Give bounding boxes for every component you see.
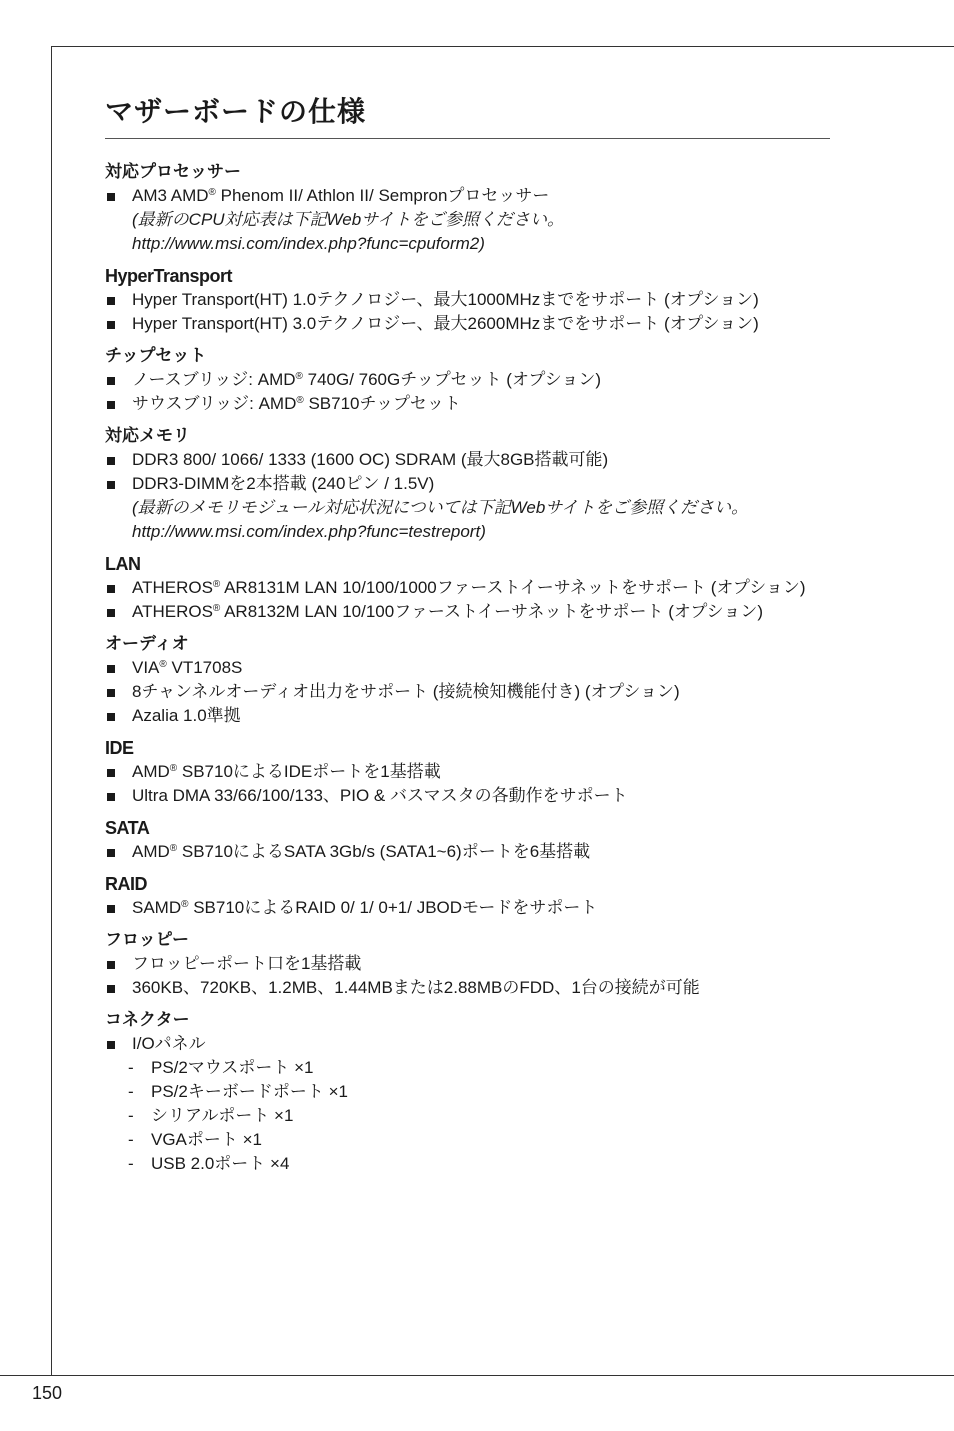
list-item (105, 656, 830, 680)
registered-mark: ® (208, 187, 216, 198)
port-label: USB 2.0ポート ×4 (151, 1154, 290, 1173)
square-bullet-icon (107, 905, 115, 913)
item-text: AR8132M LAN 10/100ファーストイーサネットをサポート (オプション) (220, 602, 763, 621)
dash-bullet: - (128, 1058, 134, 1077)
item-text: Hyper Transport(HT) 1.0テクノロジー、最大1000MHzまでをサポート (オプション) (132, 290, 759, 309)
spec-list (105, 448, 830, 544)
registered-mark: ® (212, 603, 221, 614)
item-text: Azalia 1.0準拠 (132, 706, 241, 725)
section-heading: LAN (105, 554, 141, 574)
item-text: SB710によるSATA 3Gb/s (SATA1~6)ポートを6基搭載 (177, 842, 591, 861)
spec-content (105, 92, 830, 1184)
spec-note: http://www.msi.com/index.php?func=cpuform2) (132, 234, 485, 253)
spec-section (105, 816, 830, 864)
item-text: AR8131M LAN 10/100/1000ファーストイーサネットをサポート (オプション) (220, 578, 806, 597)
item-text: SB710によるIDEポートを1基搭載 (177, 762, 441, 781)
square-bullet-icon (107, 321, 115, 329)
list-item (105, 184, 830, 256)
square-bullet-icon (107, 1041, 115, 1049)
dash-bullet: - (128, 1130, 134, 1149)
spec-section (105, 424, 830, 544)
port-list (128, 1056, 830, 1176)
section-heading: HyperTransport (105, 266, 233, 286)
square-bullet-icon (107, 609, 115, 617)
square-bullet-icon (107, 193, 115, 201)
registered-mark: ® (159, 659, 167, 670)
square-bullet-icon (107, 961, 115, 969)
spec-section (105, 264, 830, 336)
frame-bottom-rule (0, 1375, 954, 1376)
port-item (128, 1056, 830, 1080)
spec-list (105, 184, 830, 256)
item-text: 360KB、720KB、1.2MB、1.44MBまたは2.88MBのFDD、1台の接続が可能 (132, 978, 700, 997)
section-heading: オーディオ (105, 634, 189, 654)
port-item (128, 1080, 830, 1104)
square-bullet-icon (107, 689, 115, 697)
square-bullet-icon (107, 481, 115, 489)
square-bullet-icon (107, 769, 115, 777)
list-item (105, 976, 830, 1000)
list-item (105, 312, 830, 336)
section-heading: 対応プロセッサー (105, 162, 241, 182)
frame-top-rule (51, 46, 954, 47)
registered-mark: ® (181, 899, 189, 910)
list-item (105, 600, 830, 624)
list-item (105, 368, 830, 392)
spec-list (105, 760, 830, 808)
spec-section (105, 928, 830, 1000)
dash-bullet: - (128, 1106, 134, 1125)
list-item (105, 1032, 830, 1056)
list-item (105, 576, 830, 600)
item-text: VT1708S (166, 658, 243, 677)
square-bullet-icon (107, 585, 115, 593)
spec-note: (最新のメモリモジュール対応状況については下記Webサイトをご参照ください。http://www.msi.com/index.php?func=testreport) (132, 498, 749, 541)
list-item (105, 680, 830, 704)
list-item (105, 448, 830, 472)
spec-list (105, 368, 830, 416)
item-text: AM3 AMD (132, 186, 209, 205)
port-item (128, 1104, 830, 1128)
spec-section (105, 344, 830, 416)
registered-mark: ® (296, 395, 304, 406)
item-text: ATHEROS (132, 602, 213, 621)
item-text: 740G/ 760Gチップセット (オプション) (302, 370, 602, 389)
item-text: フロッピーポート口を1基搭載 (132, 954, 362, 973)
list-item (105, 704, 830, 728)
list-item (105, 392, 830, 416)
item-text: ノースブリッジ: AMD (132, 370, 296, 389)
square-bullet-icon (107, 793, 115, 801)
list-item (105, 840, 830, 864)
port-label: シリアルポート ×1 (151, 1106, 294, 1125)
section-heading: RAID (105, 874, 147, 894)
section-heading: 対応メモリ (105, 426, 190, 446)
section-heading: SATA (105, 818, 150, 838)
dash-bullet: - (128, 1082, 134, 1101)
spec-list (105, 952, 830, 1000)
square-bullet-icon (107, 985, 115, 993)
square-bullet-icon (107, 457, 115, 465)
spec-section (105, 552, 830, 624)
section-heading: コネクター (105, 1010, 190, 1030)
section-heading: チップセット (105, 346, 207, 366)
item-text: SB710チップセット (303, 394, 461, 413)
list-item (105, 896, 830, 920)
item-text: SB710によるRAID 0/ 1/ 0+1/ JBODモードをサポート (188, 898, 598, 917)
spec-list (105, 840, 830, 864)
registered-mark: ® (295, 371, 303, 382)
list-item (105, 288, 830, 312)
item-text: Hyper Transport(HT) 3.0テクノロジー、最大2600MHzまでをサポート (オプション) (132, 314, 759, 333)
port-item (128, 1128, 830, 1152)
spec-section (105, 160, 830, 256)
registered-mark: ® (169, 763, 178, 774)
item-text: Ultra DMA 33/66/100/133、PIO & バスマスタの各動作をサポート (132, 786, 628, 805)
list-item (105, 784, 830, 808)
square-bullet-icon (107, 297, 115, 305)
section-heading: IDE (105, 738, 134, 758)
spec-list (105, 896, 830, 920)
spec-list (105, 1032, 830, 1056)
item-text: サウスブリッジ: AMD (132, 394, 297, 413)
item-text: DDR3-DIMMを2本搭載 (240ピン / 1.5V) (132, 474, 435, 493)
spec-section (105, 736, 830, 808)
spec-section (105, 872, 830, 920)
item-text: AMD (132, 842, 170, 861)
list-item (105, 472, 830, 544)
spec-list (105, 656, 830, 728)
spec-list (105, 576, 830, 624)
item-text: DDR3 800/ 1066/ 1333 (1600 OC) SDRAM (最大8GB搭載可能) (132, 450, 609, 469)
port-label: PS/2マウスポート ×1 (151, 1058, 314, 1077)
port-label: VGAポート ×1 (151, 1130, 263, 1149)
item-text: ATHEROS (132, 578, 213, 597)
page-number: 150 (32, 1383, 63, 1403)
spec-sections (105, 160, 830, 1176)
item-text: AMD (132, 762, 170, 781)
item-text: VIA (132, 658, 160, 677)
list-item (105, 952, 830, 976)
registered-mark: ® (169, 843, 178, 854)
item-text: SAMD (132, 898, 182, 917)
registered-mark: ® (212, 579, 221, 590)
item-text: I/Oパネル (132, 1034, 206, 1053)
dash-bullet: - (128, 1154, 134, 1173)
square-bullet-icon (107, 377, 115, 385)
square-bullet-icon (107, 849, 115, 857)
square-bullet-icon (107, 665, 115, 673)
item-text: Phenom II/ Athlon II/ Sempronプロセッサー (215, 186, 550, 205)
item-text: 8チャンネルオーディオ出力をサポート (接続検知機能付き) (オプション) (132, 682, 680, 701)
square-bullet-icon (107, 401, 115, 409)
port-label: PS/2キーボードポート ×1 (151, 1082, 348, 1101)
square-bullet-icon (107, 713, 115, 721)
section-heading: フロッピー (105, 930, 189, 950)
page-title: マザーボードの仕様 (105, 92, 830, 139)
spec-list (105, 288, 830, 336)
spec-section (105, 1008, 830, 1176)
spec-note: (最新のCPU対応表は下記Webサイトをご参照ください。 (132, 210, 565, 229)
list-item (105, 760, 830, 784)
frame-left-rule (51, 46, 52, 1375)
spec-section (105, 632, 830, 728)
port-item (128, 1152, 830, 1176)
